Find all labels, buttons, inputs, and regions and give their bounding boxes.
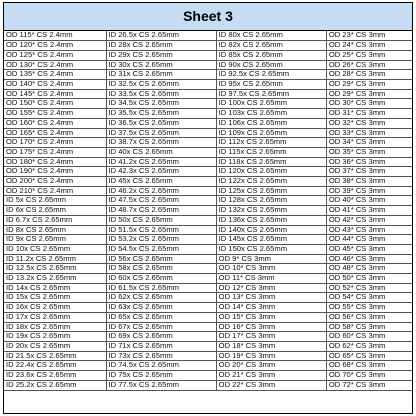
table-cell: ID 32.5x CS 2.65mm — [106, 80, 216, 90]
table-cell: ID 77.5x CS 2.65mm — [106, 380, 216, 390]
table-cell: ID 33.5x CS 2.65mm — [106, 89, 216, 99]
table-cell: ID 122x CS 2.65mm — [216, 177, 326, 187]
table-cell: OD 135* CS 2.4mm — [4, 70, 106, 80]
table-row — [4, 118, 412, 128]
table-cell: ID 51.5x CS 2.65mm — [106, 225, 216, 235]
table-cell: OD 120* CS 2.4mm — [4, 41, 106, 51]
table-row — [4, 186, 412, 196]
table-row — [4, 371, 412, 381]
table-cell: ID 12.5x CS 2.65mm — [4, 264, 106, 274]
table-cell: ID 6.7x CS 2.65mm — [4, 215, 106, 225]
table-cell: OD 55* CS 3mm — [326, 303, 412, 313]
table-row — [4, 177, 412, 187]
table-cell: ID 40x CS 2.65mm — [106, 147, 216, 157]
table-cell: ID 11.2x CS 2.65mm — [4, 254, 106, 264]
table-cell: ID 25.2x CS 2.65mm — [4, 380, 106, 390]
table-cell: ID 125x CS 2.65mm — [216, 186, 326, 196]
table-cell: ID 21.5x CS 2.65mm — [4, 351, 106, 361]
table-cell: ID 97.5x CS 2.65mm — [216, 89, 326, 99]
size-table — [4, 31, 412, 391]
table-row — [4, 41, 412, 51]
table-cell: OD 31* CS 3mm — [326, 109, 412, 119]
table-cell: OD 25* CS 3mm — [326, 50, 412, 60]
table-cell: ID 6x CS 2.65mm — [4, 206, 106, 216]
table-cell: OD 43* CS 3mm — [326, 225, 412, 235]
table-row — [4, 50, 412, 60]
table-cell: ID 20x CS 2.65mm — [4, 341, 106, 351]
table-cell: ID 50x CS 2.65mm — [106, 215, 216, 225]
table-cell: ID 65x CS 2.65mm — [106, 312, 216, 322]
table-cell: OD 17* CS 3mm — [216, 332, 326, 342]
table-cell: ID 109x CS 2.65mm — [216, 128, 326, 138]
table-row — [4, 31, 412, 41]
table-cell: ID 58x CS 2.65mm — [106, 264, 216, 274]
table-cell: ID 73x CS 2.65mm — [106, 351, 216, 361]
table-cell: OD 24* CS 3mm — [326, 41, 412, 51]
table-cell: OD 180* CS 2.4mm — [4, 157, 106, 167]
table-cell: OD 12* CS 3mm — [216, 283, 326, 293]
table-cell: OD 145* CS 2.4mm — [4, 89, 106, 99]
table-cell: ID 17x CS 2.65mm — [4, 312, 106, 322]
table-cell: ID 145x CS 2.65mm — [216, 235, 326, 245]
table-row — [4, 138, 412, 148]
table-cell: OD 190* CS 2.4mm — [4, 167, 106, 177]
table-cell: ID 128x CS 2.65mm — [216, 196, 326, 206]
table-row — [4, 351, 412, 361]
table-cell: OD 140* CS 2.4mm — [4, 80, 106, 90]
table-row — [4, 303, 412, 313]
table-cell: ID 37.5x CS 2.65mm — [106, 128, 216, 138]
table-cell: ID 82x CS 2.65mm — [216, 41, 326, 51]
table-cell: OD 125* CS 2.4mm — [4, 50, 106, 60]
table-cell: OD 68* CS 3mm — [326, 361, 412, 371]
table-cell: OD 18* CS 3mm — [216, 341, 326, 351]
table-cell: ID 10x CS 2.65mm — [4, 244, 106, 254]
table-row — [4, 157, 412, 167]
table-cell: ID 46.2x CS 2.65mm — [106, 186, 216, 196]
table-cell: ID 13.2x CS 2.65mm — [4, 274, 106, 284]
table-row — [4, 312, 412, 322]
table-cell: ID 18x CS 2.65mm — [4, 322, 106, 332]
table-row — [4, 235, 412, 245]
table-cell: OD 11* CS 3mm — [216, 274, 326, 284]
table-cell: OD 36* CS 3mm — [326, 157, 412, 167]
table-row — [4, 196, 412, 206]
table-cell: ID 132x CS 2.65mm — [216, 206, 326, 216]
table-cell: ID 61.5x CS 2.65mm — [106, 283, 216, 293]
table-cell: ID 19x CS 2.65mm — [4, 332, 106, 342]
table-cell: OD 21* CS 3mm — [216, 371, 326, 381]
table-cell: ID 56x CS 2.65mm — [106, 254, 216, 264]
table-cell: OD 45* CS 3mm — [326, 244, 412, 254]
table-cell: OD 28* CS 3mm — [326, 70, 412, 80]
table-cell: OD 38* CS 3mm — [326, 177, 412, 187]
table-row — [4, 244, 412, 254]
table-cell: OD 54* CS 3mm — [326, 293, 412, 303]
table-cell: OD 29* CS 3mm — [326, 80, 412, 90]
table-cell: ID 22.4x CS 2.65mm — [4, 361, 106, 371]
table-cell: OD 50* CS 3mm — [326, 274, 412, 284]
table-cell: ID 5x CS 2.65mm — [4, 196, 106, 206]
table-cell: ID 85x CS 2.65mm — [216, 50, 326, 60]
table-cell: OD 65* CS 3mm — [326, 351, 412, 361]
table-row — [4, 264, 412, 274]
table-row — [4, 380, 412, 390]
table-cell: ID 26.5x CS 2.65mm — [106, 31, 216, 41]
table-cell: OD 115* CS 2.4mm — [4, 31, 106, 41]
table-cell: OD 40* CS 3mm — [326, 196, 412, 206]
table-cell: OD 200* CS 2.4mm — [4, 177, 106, 187]
table-cell: ID 90x CS 2.65mm — [216, 60, 326, 70]
table-row — [4, 147, 412, 157]
table-cell: ID 75x CS 2.65mm — [106, 371, 216, 381]
table-cell: ID 150x CS 2.65mm — [216, 244, 326, 254]
table-cell: ID 41.2x CS 2.65mm — [106, 157, 216, 167]
table-cell: OD 155* CS 2.4mm — [4, 109, 106, 119]
table-cell: OD 32* CS 3mm — [326, 118, 412, 128]
table-cell: OD 56* CS 3mm — [326, 312, 412, 322]
table-cell: ID 53.2x CS 2.65mm — [106, 235, 216, 245]
table-cell: ID 74.5x CS 2.65mm — [106, 361, 216, 371]
table-cell: OD 22* CS 3mm — [216, 380, 326, 390]
table-cell: OD 30* CS 3mm — [326, 99, 412, 109]
table-row — [4, 225, 412, 235]
table-cell: OD 35* CS 3mm — [326, 147, 412, 157]
table-row — [4, 80, 412, 90]
table-cell: ID 92.5x CS 2.65mm — [216, 70, 326, 80]
table-cell: ID 118x CS 2.65mm — [216, 157, 326, 167]
table-cell: OD 46* CS 3mm — [326, 254, 412, 264]
table-cell: ID 23.6x CS 2.65mm — [4, 371, 106, 381]
table-cell: ID 80x CS 2.65mm — [216, 31, 326, 41]
table-cell: ID 54.5x CS 2.65mm — [106, 244, 216, 254]
table-cell: ID 95x CS 2.65mm — [216, 80, 326, 90]
table-cell: ID 29x CS 2.65mm — [106, 50, 216, 60]
table-row — [4, 341, 412, 351]
table-cell: OD 62* CS 3mm — [326, 341, 412, 351]
table-row — [4, 128, 412, 138]
table-row — [4, 89, 412, 99]
table-row — [4, 206, 412, 216]
table-cell: ID 100x CS 2.65mm — [216, 99, 326, 109]
table-cell: ID 35.5x CS 2.65mm — [106, 109, 216, 119]
table-cell: OD 150* CS 2.4mm — [4, 99, 106, 109]
table-cell: ID 120x CS 2.65mm — [216, 167, 326, 177]
table-cell: ID 63x CS 2.65mm — [106, 303, 216, 313]
table-cell: ID 16x CS 2.65mm — [4, 303, 106, 313]
table-row — [4, 254, 412, 264]
table-cell: ID 62x CS 2.65mm — [106, 293, 216, 303]
table-cell: OD 48* CS 3mm — [326, 264, 412, 274]
table-cell: OD 70* CS 3mm — [326, 371, 412, 381]
table-cell: ID 67x CS 2.65mm — [106, 322, 216, 332]
table-cell: OD 19* CS 3mm — [216, 351, 326, 361]
table-cell: OD 10* CS 3mm — [216, 264, 326, 274]
table-row — [4, 274, 412, 284]
table-cell: OD 160* CS 2.4mm — [4, 118, 106, 128]
table-row — [4, 109, 412, 119]
table-cell: ID 112x CS 2.65mm — [216, 138, 326, 148]
table-cell: OD 26* CS 3mm — [326, 60, 412, 70]
table-cell: ID 45x CS 2.65mm — [106, 177, 216, 187]
table-cell: OD 14* CS 3mm — [216, 303, 326, 313]
table-cell: OD 165* CS 2.4mm — [4, 128, 106, 138]
table-row — [4, 60, 412, 70]
table-cell: OD 29* CS 3mm — [326, 89, 412, 99]
sheet — [3, 2, 413, 414]
table-cell: ID 8x CS 2.65mm — [4, 225, 106, 235]
table-cell: OD 37* CS 3mm — [326, 167, 412, 177]
table-cell: ID 106x CS 2.65mm — [216, 118, 326, 128]
table-cell: OD 72* CS 3mm — [326, 380, 412, 390]
table-row — [4, 332, 412, 342]
table-cell: OD 13* CS 3mm — [216, 293, 326, 303]
table-cell: ID 69x CS 2.65mm — [106, 332, 216, 342]
table-cell: OD 34* CS 3mm — [326, 138, 412, 148]
table-cell: ID 42.3x CS 2.65mm — [106, 167, 216, 177]
table-row — [4, 361, 412, 371]
table-cell: ID 15x CS 2.65mm — [4, 293, 106, 303]
table-cell: ID 9x CS 2.65mm — [4, 235, 106, 245]
table-cell: ID 38.7x CS 2.65mm — [106, 138, 216, 148]
table-row — [4, 322, 412, 332]
table-cell: OD 42* CS 3mm — [326, 215, 412, 225]
table-cell: ID 31x CS 2.65mm — [106, 70, 216, 80]
table-cell: ID 48.7x CS 2.65mm — [106, 206, 216, 216]
table-cell: OD 210* CS 2.4mm — [4, 186, 106, 196]
table-cell: OD 33* CS 3mm — [326, 128, 412, 138]
table-cell: OD 39* CS 3mm — [326, 186, 412, 196]
table-cell: ID 30x CS 2.65mm — [106, 60, 216, 70]
table-row — [4, 70, 412, 80]
table-row — [4, 293, 412, 303]
table-cell: OD 170* CS 2.4mm — [4, 138, 106, 148]
size-table-body — [4, 31, 412, 390]
table-cell: OD 15* CS 3mm — [216, 312, 326, 322]
table-cell: OD 41* CS 3mm — [326, 206, 412, 216]
table-cell: ID 34.5x CS 2.65mm — [106, 99, 216, 109]
sheet-title: Sheet 3 — [4, 3, 412, 31]
table-cell: ID 136x CS 2.65mm — [216, 215, 326, 225]
table-cell: OD 175* CS 2.4mm — [4, 147, 106, 157]
table-cell: OD 20* CS 3mm — [216, 361, 326, 371]
table-cell: OD 23* CS 3mm — [326, 31, 412, 41]
table-row — [4, 167, 412, 177]
table-cell: OD 44* CS 3mm — [326, 235, 412, 245]
table-cell: OD 52* CS 3mm — [326, 283, 412, 293]
table-cell: OD 130* CS 2.4mm — [4, 60, 106, 70]
table-row — [4, 283, 412, 293]
table-cell: ID 71x CS 2.65mm — [106, 341, 216, 351]
table-cell: OD 60* CS 3mm — [326, 332, 412, 342]
table-cell: ID 140x CS 2.65mm — [216, 225, 326, 235]
table-cell: ID 14x CS 2.65mm — [4, 283, 106, 293]
table-row — [4, 99, 412, 109]
table-row — [4, 215, 412, 225]
table-cell: ID 103x CS 2.65mm — [216, 109, 326, 119]
table-cell: OD 58* CS 3mm — [326, 322, 412, 332]
table-cell: ID 115x CS 2.65mm — [216, 147, 326, 157]
table-cell: ID 60x CS 2.65mm — [106, 274, 216, 284]
table-cell: ID 28x CS 2.65mm — [106, 41, 216, 51]
table-cell: ID 47.5x CS 2.65mm — [106, 196, 216, 206]
table-cell: ID 36.5x CS 2.65mm — [106, 118, 216, 128]
table-cell: OD 9* CS 3mm — [216, 254, 326, 264]
table-cell: OD 16* CS 3mm — [216, 322, 326, 332]
